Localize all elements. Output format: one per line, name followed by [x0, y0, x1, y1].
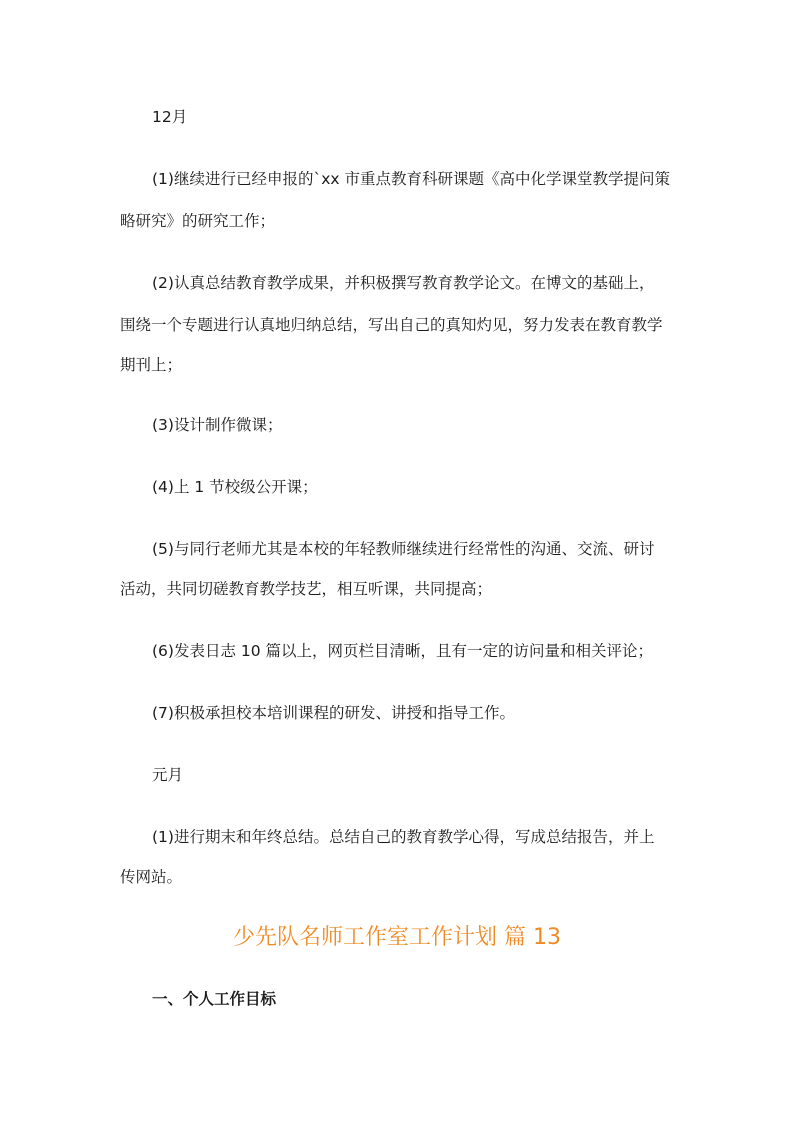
item-2-line-1: (2)认真总结教育教学成果，并积极撰写教育教学论文。在博文的基础上，: [152, 274, 655, 292]
section-heading: 少先队名师工作室工作计划 篇 13: [233, 925, 561, 950]
jan-item-1-line-2: 传网站。: [120, 868, 183, 886]
item-2-line-3: 期刊上；: [120, 356, 183, 374]
item-7-line-1: (7)积极承担校本培训课程的研发、讲授和指导工作。: [152, 704, 515, 722]
item-5-line-1: (5)与同行老师尤其是本校的年轻教师继续进行经常性的沟通、交流、研讨: [152, 540, 655, 558]
month-label-january: 元月: [152, 766, 184, 784]
item-1-line-1: (1)继续进行已经申报的`xx 市重点教育科研课题《高中化学课堂教学提问策: [152, 170, 670, 188]
month-label-december: 12月: [152, 108, 188, 126]
item-6-line-1: (6)发表日志 10 篇以上，网页栏目清晰，且有一定的访问量和相关评论；: [152, 642, 654, 660]
item-4-line-1: (4)上 1 节校级公开课；: [152, 478, 318, 496]
item-1-line-2: 略研究》的研究工作；: [120, 212, 276, 230]
jan-item-1-line-1: (1)进行期末和年终总结。总结自己的教育教学心得，写成总结报告，并上: [152, 828, 655, 846]
item-3-line-1: (3)设计制作微课；: [152, 416, 283, 434]
section-title: 一、个人工作目标: [152, 990, 277, 1008]
item-2-line-2: 围绕一个专题进行认真地归纳总结，写出自己的真知灼见，努力发表在教育教学: [120, 316, 663, 334]
item-5-line-2: 活动，共同切磋教育教学技艺，相互听课，共同提高；: [120, 580, 493, 598]
